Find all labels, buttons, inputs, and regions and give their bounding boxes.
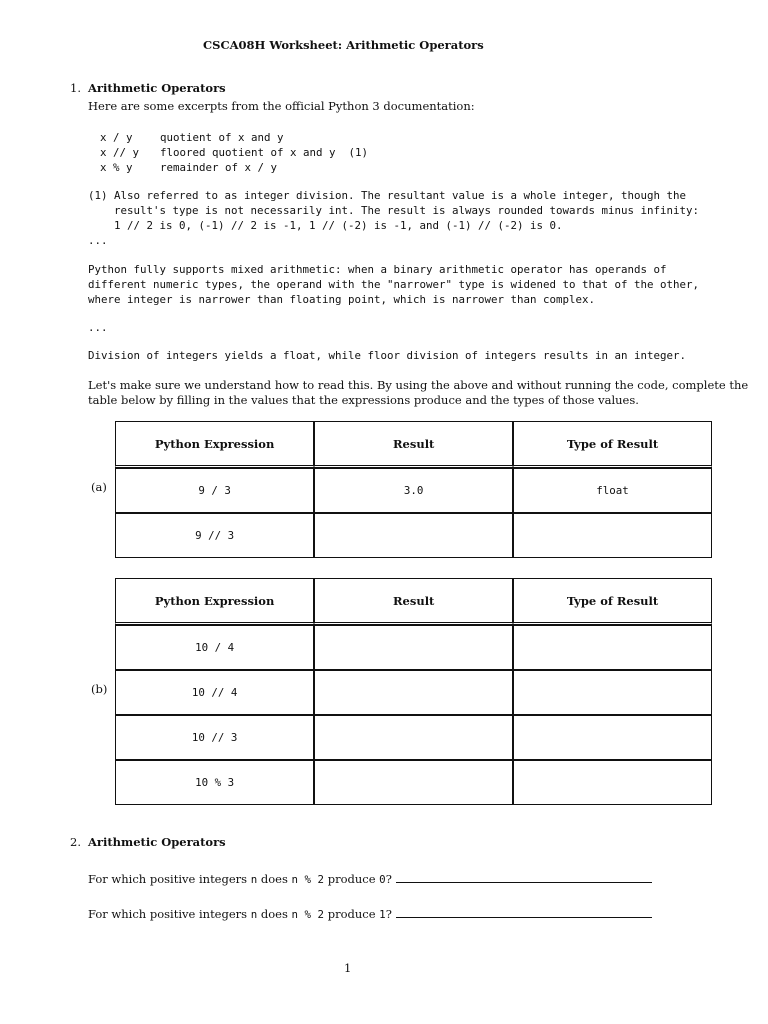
table-header-row [115, 578, 712, 625]
cell-type[interactable] [513, 513, 712, 558]
worksheet-title: CSCA08H Worksheet: Arithmetic Operators [203, 38, 484, 52]
cell-result[interactable] [314, 715, 513, 760]
op-expr-1: x // y [100, 146, 140, 159]
answer-blank-2[interactable] [396, 907, 652, 918]
q2-q1-var: n [250, 873, 258, 886]
q2-q1-text: For which positive integers [88, 872, 251, 886]
cell-type[interactable] [513, 760, 712, 805]
op-desc-1: floored quotient of x and y (1) [160, 146, 369, 159]
q2-q2-text-mid: does [257, 907, 292, 921]
cell-expression: 10 % 3 [115, 760, 314, 805]
cell-expression: 10 // 4 [115, 670, 314, 715]
cell-type[interactable] [513, 715, 712, 760]
q2-heading: Arithmetic Operators [88, 835, 226, 849]
header-expression: Python Expression [115, 578, 314, 625]
instruction-line-1: table below by filling in the values that the expressions produce and the types of those values. [88, 393, 639, 407]
cell-result[interactable] [314, 760, 513, 805]
q2-question-1 [88, 872, 652, 887]
q2-question-2 [88, 907, 652, 922]
table-header-row [115, 421, 712, 468]
q2-q1-text-mid: does [257, 872, 292, 886]
cell-result[interactable]: 3.0 [314, 468, 513, 513]
header-type: Type of Result [513, 421, 712, 468]
table-part-b [115, 578, 712, 805]
cell-expression: 9 / 3 [115, 468, 314, 513]
cell-expression: 10 // 3 [115, 715, 314, 760]
cell-expression: 10 / 4 [115, 625, 314, 670]
note-line-1: result's type is not necessarily int. The result is always rounded towards minus infinity: [88, 204, 700, 217]
part-a-label: (a) [91, 480, 107, 494]
note-line-0: (1) Also referred to as integer division. The resultant value is a whole integer, though the [88, 189, 687, 202]
q2-q2-end: ? [385, 907, 392, 921]
cell-result[interactable] [314, 625, 513, 670]
table-row [115, 760, 712, 805]
table-row [115, 670, 712, 715]
mixed-line-0: Python fully supports mixed arithmetic: when a binary arithmetic operator has operands of [88, 263, 667, 276]
note-line-3: ... [88, 234, 108, 247]
cell-type[interactable] [513, 625, 712, 670]
instruction-line-0: Let's make sure we understand how to read this. By using the above and without running the code, complete the [88, 378, 749, 392]
q1-intro: Here are some excerpts from the official Python 3 documentation: [88, 99, 475, 113]
answer-blank-1[interactable] [396, 872, 652, 883]
q2-q2-val: 1 [379, 908, 386, 921]
header-result: Result [314, 421, 513, 468]
op-desc-2: remainder of x / y [160, 161, 278, 174]
q2-q2-text: For which positive integers [88, 907, 251, 921]
op-expr-2: x % y [100, 161, 133, 174]
mixed-line-2: where integer is narrower than floating point, which is narrower than complex. [88, 293, 596, 306]
q2-q1-code: n % 2 [291, 873, 325, 886]
mixed-line-1: different numeric types, the operand with the "narrower" type is widened to that of the other, [88, 278, 700, 291]
q1-number: 1. [70, 81, 81, 95]
table-row [115, 468, 712, 513]
part-b-label: (b) [91, 682, 108, 696]
header-type: Type of Result [513, 578, 712, 625]
op-expr-0: x / y [100, 131, 133, 144]
q2-q2-var: n [250, 908, 258, 921]
table-row [115, 513, 712, 558]
q2-q1-val: 0 [379, 873, 386, 886]
q2-q1-end: ? [385, 872, 392, 886]
ellipsis: ... [88, 321, 108, 334]
q1-heading: Arithmetic Operators [88, 81, 226, 95]
cell-result[interactable] [314, 670, 513, 715]
op-desc-0: quotient of x and y [160, 131, 284, 144]
division-line: Division of integers yields a float, while floor division of integers results in an integer. [88, 349, 687, 362]
cell-type[interactable] [513, 670, 712, 715]
cell-result[interactable] [314, 513, 513, 558]
q2-q1-text-post: produce [324, 872, 380, 886]
table-part-a [115, 421, 712, 558]
q2-q2-text-post: produce [324, 907, 380, 921]
q2-q2-code: n % 2 [291, 908, 325, 921]
note-line-2: 1 // 2 is 0, (-1) // 2 is -1, 1 // (-2) is -1, and (-1) // (-2) is 0. [88, 219, 563, 232]
q2-number: 2. [70, 835, 81, 849]
header-expression: Python Expression [115, 421, 314, 468]
cell-type[interactable]: float [513, 468, 712, 513]
page-number: 1 [344, 961, 352, 975]
table-row [115, 625, 712, 670]
cell-expression: 9 // 3 [115, 513, 314, 558]
header-result: Result [314, 578, 513, 625]
table-row [115, 715, 712, 760]
